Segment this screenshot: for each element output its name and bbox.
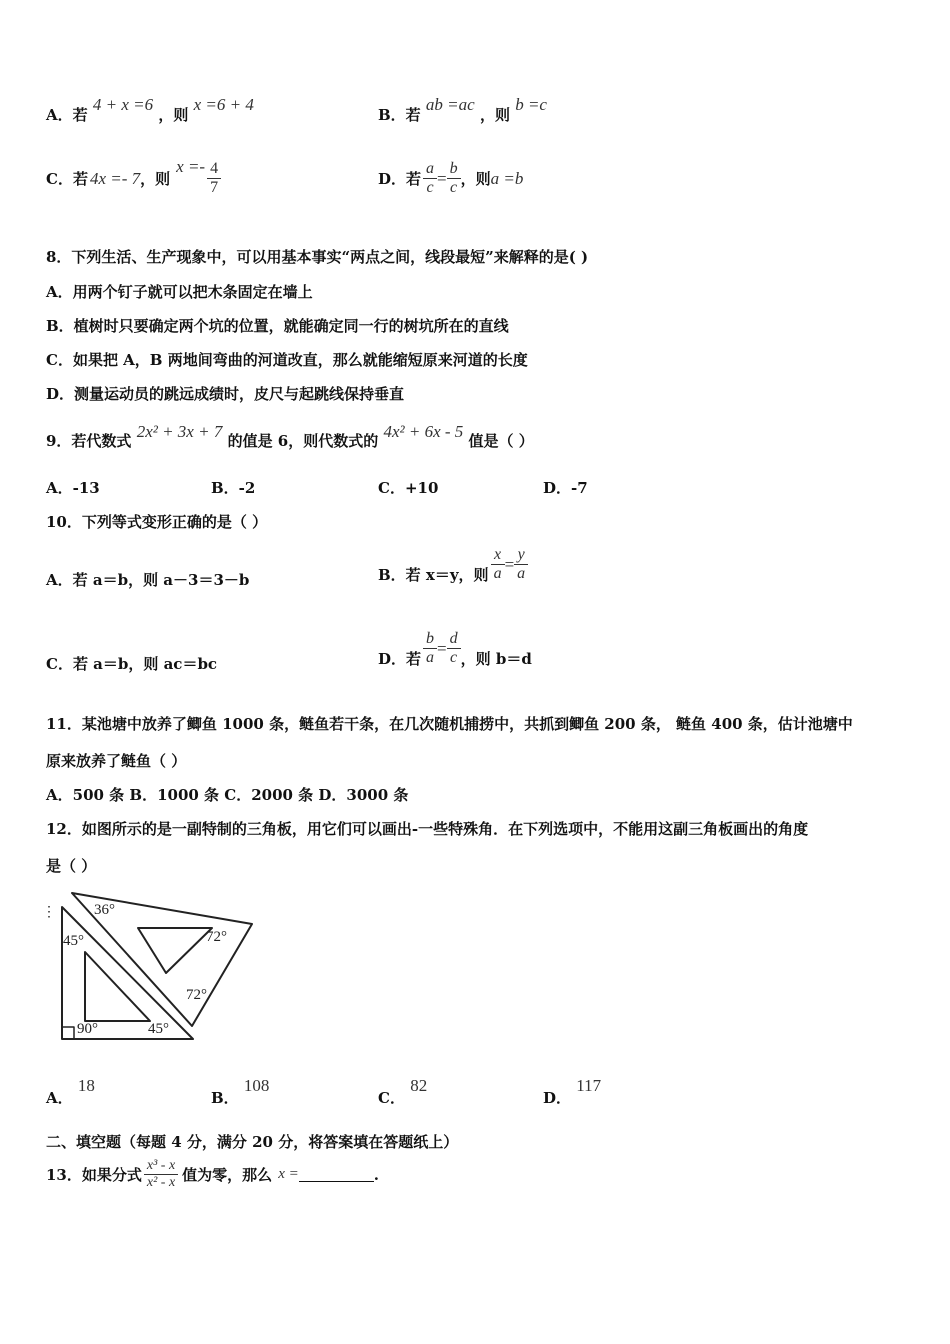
denominator: a <box>491 564 505 583</box>
math-expression: 4x =- 7 <box>89 168 141 188</box>
angle-label-90: 90° <box>77 1021 98 1037</box>
q12-option-a <box>46 1075 95 1107</box>
math-expression: a =b <box>490 168 524 188</box>
text: 9．若代数式 <box>46 432 132 450</box>
numerator: b <box>426 630 435 647</box>
angle-label-36: 36° <box>94 902 115 918</box>
numerator: x³ - x <box>146 1158 176 1173</box>
section-title-fill-in: 二、填空题（每题 4 分，满分 20 分，将答案填在答题纸上） <box>46 1133 459 1151</box>
option-label: C． <box>378 1089 405 1107</box>
q12-option-d <box>543 1075 602 1107</box>
option-label: B．若 x＝y，则 <box>378 566 489 584</box>
right-angle-mark <box>62 1027 74 1039</box>
q11-options: A．500 条 B．1000 条 C．2000 条 D．3000 条 <box>46 786 409 804</box>
fraction <box>514 546 528 583</box>
triangle-45-outer <box>62 907 193 1039</box>
option-value: 117 <box>576 1076 602 1095</box>
triangle-set-figure <box>40 888 300 1048</box>
numerator: b <box>449 160 458 177</box>
numerator: d <box>449 630 458 647</box>
denominator: 7 <box>207 178 221 197</box>
q9-option-c: C．+10 <box>378 479 439 497</box>
denominator: x² - x <box>144 1174 178 1191</box>
q9-option-d: D．-7 <box>543 479 588 497</box>
angle-label-45-bottom: 45° <box>148 1021 169 1037</box>
q10-option-b <box>378 544 528 585</box>
option-label: D．若 <box>378 170 422 188</box>
math-expression: x =6 + 4 <box>193 95 254 114</box>
numerator: a <box>426 160 435 177</box>
q8-stem: 8．下列生活、生产现象中，可以用基本事实“两点之间，线段最短”来解释的是( ) <box>46 248 589 266</box>
fraction <box>447 630 461 667</box>
q8-option-d: D．测量运动员的跳远成绩时，皮尺与起跳线保持垂直 <box>46 385 405 403</box>
option-label: D． <box>543 1089 572 1107</box>
denominator: c <box>447 648 461 667</box>
q10-stem: 10．下列等式变形正确的是（ ） <box>46 513 268 531</box>
text: 的值是 6，则代数式的 <box>227 432 379 450</box>
text: 值为零，那么 <box>182 1166 273 1184</box>
denominator: a <box>514 564 528 583</box>
math-expression: 4 + x =6 <box>92 95 154 114</box>
fraction <box>491 546 505 583</box>
q10-option-c: C．若 a＝b，则 ac＝bc <box>46 655 218 673</box>
q11-line1: 11．某池塘中放养了鲫鱼 1000 条，鲢鱼若干条，在几次随机捕捞中，共抓到鲫鱼 200 条， 鲢鱼 400 条，估计池塘中 <box>46 715 853 733</box>
q7-option-c <box>46 156 221 197</box>
text: ，则 <box>460 170 491 188</box>
answer-blank[interactable] <box>299 1167 374 1182</box>
fraction <box>423 630 437 667</box>
q10-option-d <box>378 628 532 669</box>
fraction <box>423 160 437 197</box>
text: 值是（ ） <box>468 432 534 450</box>
q7-option-a <box>46 95 254 125</box>
text: . <box>373 1165 379 1184</box>
option-label: B． <box>211 1089 239 1107</box>
q8-option-b: B．植树时只要确定两个坑的位置，就能确定同一行的树坑所在的直线 <box>46 317 509 335</box>
text: ，则 b＝d <box>460 650 532 668</box>
q9-option-a: A．-13 <box>46 479 100 497</box>
option-value: 108 <box>243 1076 270 1095</box>
q12-line2: 是（ ） <box>46 857 97 875</box>
equals-sign: = <box>504 554 515 574</box>
text: ，则 <box>140 170 171 188</box>
option-label: A．若 <box>46 106 88 124</box>
text: 13．如果分式 <box>46 1166 142 1184</box>
q12-option-c <box>378 1075 428 1107</box>
text: ，则 <box>158 106 189 124</box>
numerator: x <box>494 546 502 563</box>
q9-option-b: B．-2 <box>211 479 256 497</box>
denominator: a <box>423 648 437 667</box>
option-value: 82 <box>410 1076 428 1095</box>
math-expression: ab =ac <box>425 95 475 114</box>
q8-option-a: A．用两个钉子就可以把木条固定在墙上 <box>46 283 313 301</box>
q7-option-d <box>378 160 523 197</box>
text: ，则 <box>479 106 510 124</box>
numerator: y <box>517 546 525 563</box>
fraction <box>447 160 461 197</box>
q8-option-c: C．如果把 A，B 两地间弯曲的河道改直，那么就能缩短原来河道的长度 <box>46 351 528 369</box>
option-value: 18 <box>77 1076 95 1095</box>
fraction <box>144 1158 178 1191</box>
q9-stem <box>46 422 534 451</box>
q13-stem <box>46 1158 379 1191</box>
math-expression: x = <box>278 1166 299 1182</box>
equals-sign: = <box>437 638 447 658</box>
triangle-36-72-inner <box>138 928 212 973</box>
angle-label-45-top: 45° <box>63 933 84 949</box>
option-label: C．若 <box>46 170 88 188</box>
math-expression: x =- <box>176 156 206 176</box>
margin-mark: ⋮ <box>42 905 56 920</box>
angle-label-72-bottom: 72° <box>186 987 207 1003</box>
option-label: A． <box>46 1089 73 1107</box>
q10-option-a: A．若 a＝b，则 a－3＝3－b <box>46 571 250 589</box>
q11-line2: 原来放养了鲢鱼（ ） <box>46 752 187 770</box>
q12-option-b <box>211 1075 270 1107</box>
q12-line1: 12．如图所示的是一副特制的三角板，用它们可以画出-一些特殊角．在下列选项中，不能用这副三角板画出的角度 <box>46 820 809 838</box>
equals-sign: = <box>437 168 447 188</box>
math-expression: b =c <box>515 95 547 114</box>
option-label: D．若 <box>378 650 422 668</box>
denominator: c <box>423 178 437 197</box>
numerator: 4 <box>210 160 219 177</box>
option-label: B．若 <box>378 106 421 124</box>
q7-option-b <box>378 95 547 125</box>
math-expression: 4x² + 6x - 5 <box>383 422 464 441</box>
angle-label-72-right: 72° <box>206 929 227 945</box>
math-expression: 2x² + 3x + 7 <box>136 422 223 441</box>
denominator: c <box>447 178 461 197</box>
fraction <box>207 160 221 197</box>
